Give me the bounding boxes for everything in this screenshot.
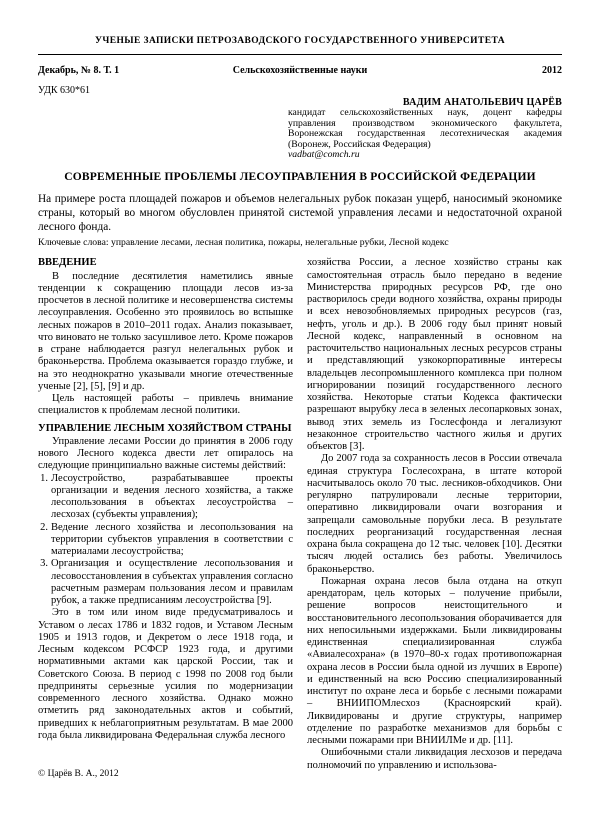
author-email: vadbat@comch.ru: [288, 149, 360, 161]
header-rule: [38, 54, 562, 55]
paragraph: Цель настоящей работы – привлечь внимание специалистов к проблемам лесной политики.: [38, 393, 293, 417]
list-item-number: 3.: [40, 558, 48, 570]
section-name: Сельскохозяйственные науки: [232, 65, 368, 76]
heading-forest-management: УПРАВЛЕНИЕ ЛЕСНЫМ ХОЗЯЙСТВОМ СТРАНЫ: [38, 422, 292, 434]
numbered-list: [38, 473, 293, 608]
list-item-text: Ведение лесного хозяйства и лесопользования на территории субъектов управления в соответствии с материалами лесоустройства;: [51, 521, 293, 558]
paragraph: В последние десятилетия наметились явные тенденции к сокращению площади лесов из-за просчетов в лесной политике и несовершенства системы лесоуправления. Особенно это проявилось во вспышке лесных пожаров в 2010–2011 годах. Анализ показывает, что виновато не только засушливое лето. Кроме пожаров в стране наблюдается разгул нелегальных рубок и браконьерства. Проблема оказывается гораздо глубже, и на это неоднократно указывали многие отечественные ученые [2], [5], [9] и др.: [38, 270, 293, 392]
paragraph: Ошибочными стали ликвидация лесхозов и передача полномочий по управлению и использова-: [307, 747, 562, 771]
left-column: [38, 257, 293, 772]
list-item-number: 1.: [40, 472, 48, 484]
right-column: [307, 257, 562, 772]
author-affiliation: кандидат сельскохозяйственных наук, доцент кафедры управления производством экономического факультета, Воронежская государственная лесотехническая академия (Воронеж, Российская Федерация): [288, 107, 562, 150]
paragraph: Это в том или ином виде предусматривалось и Уставом о лесах 1786 и 1832 годов, и Уставом Лесным 1905 и 1913 годов, и Декретом о лесе 1918 года, и Лесным кодексом РСФСР 1923 года, и другими нормативными актами как царской России, так и Советского Союза. В период с 1998 по 2008 год были предприняты серьезные усилия по модернизации современного лесного хозяйства. Однако можно отметить ряд законодательных актов и событий, приведших к неблагоприятным результатам. В мае 2000 года была ликвидирована Федеральная служба лесного: [38, 607, 293, 741]
paragraph: До 2007 года за сохранность лесов в России отвечала единая структура Гослесохрана, в штате которой насчитывалось около 70 тыс. лесников-обходчиков. Они регулярно патрулировали лесные территории, оперативно ликвидировали очаги возгорания и запрещали самовольные порубки леса. В результате последних реорганизаций государственная лесная охрана была сокращена до 12 тыс. человек [10]. Десятки тысяч людей остались без работы. Увеличилось браконьерство.: [307, 453, 562, 575]
list-item: [38, 473, 293, 522]
body-columns: [38, 257, 562, 772]
author-block: [288, 98, 562, 160]
list-item-text: Организация и осуществление лесопользования и лесовосстановления в субъектах управления согласно расчетным размерам пользования лесом и правилам рубок, а также предписаниям лесоустройства [9].: [51, 558, 293, 607]
author-name: ВАДИМ АНАТОЛЬЕВИЧ ЦАРЁВ: [402, 97, 562, 108]
article-keywords: Ключевые слова: управление лесами, лесная политика, пожары, нелегальные рубки, Лесной кодекс: [38, 237, 449, 249]
article-title: СОВРЕМЕННЫЕ ПРОБЛЕМЫ ЛЕСОУПРАВЛЕНИЯ В РОССИЙСКОЙ ФЕДЕРАЦИИ: [64, 171, 536, 184]
journal-title: УЧЕНЫЕ ЗАПИСКИ ПЕТРОЗАВОДСКОГО ГОСУДАРСТВЕННОГО УНИВЕРСИТЕТА: [95, 36, 505, 46]
paragraph: Пожарная охрана лесов была отдана на откуп арендаторам, цель которых – получение прибыли, решение вопросов неистощительного и восстановительного лесопользования оборачивается для них непосильными издержками. Были ликвидированы единственная специализированная служба «Авиалесохрана» (в 1970–80-х годах противопожарная охрана лесов в России была одной из лучших в Европе) и единственный на всю Россию специализированный институт по охране леса и борьбе с лесными пожарами – ВНИИПОМлесхоз (Красноярский край). Ликвидированы и другие структуры, например отделение по разработке механизмов для борьбы с лесными пожарами при ВНИИЛМе и др. [11].: [307, 575, 562, 747]
issue-year: 2012: [542, 65, 562, 76]
list-item: [38, 558, 293, 607]
list-item-text: Лесоустройство, разрабатывавшее проекты организации и ведения лесного хозяйства, а также лесопользования в объектах лесоустройства – лесхозах (субъекты управления);: [51, 472, 293, 521]
udc-code: УДК 630*61: [38, 85, 91, 96]
paragraph: Управление лесами России до принятия в 2006 году нового Лесного кодекса двести лет опиралось на следующие принципиально важные системы действий:: [38, 435, 293, 472]
list-item: [38, 522, 293, 559]
issue-info: Декабрь, № 8. Т. 1: [38, 65, 120, 76]
heading-introduction: ВВЕДЕНИЕ: [38, 257, 97, 269]
paragraph: хозяйства России, а лесное хозяйство страны как самостоятельная отрасль было передано в ведение Министерства природных ресурсов РФ, где оно растворилось среди водного хозяйства, охраны природы и всех невозобновляемых природных ресурсов (газ, нефть, уголь и др.). В 2006 году был принят новый Лесной кодекс, направленный в основном на расточительство национальных лесных ресурсов страны и представляющий узкокорпоративные интересы владельцев лесопромышленного комплекса при полном игнорировании позиций государственного лесного хозяйства. Некоторые статьи Кодекса фактически разрешают вырубку леса в зеленых лесопарковых зонах, вывод этих земель из Гослесфонда и легализуют незаконное строительство частного жилья и других объектов [3].: [307, 257, 562, 453]
copyright-notice: © Царёв В. А., 2012: [38, 769, 119, 779]
list-item-number: 2.: [40, 521, 48, 533]
issue-row: [38, 65, 562, 76]
article-abstract: На примере роста площадей пожаров и объемов нелегальных рубок показан ущерб, наносимый экономике страны, который во многом обусловлен принятой системой управления лесами и недостаточной охраной лесного фонда.: [38, 193, 562, 234]
